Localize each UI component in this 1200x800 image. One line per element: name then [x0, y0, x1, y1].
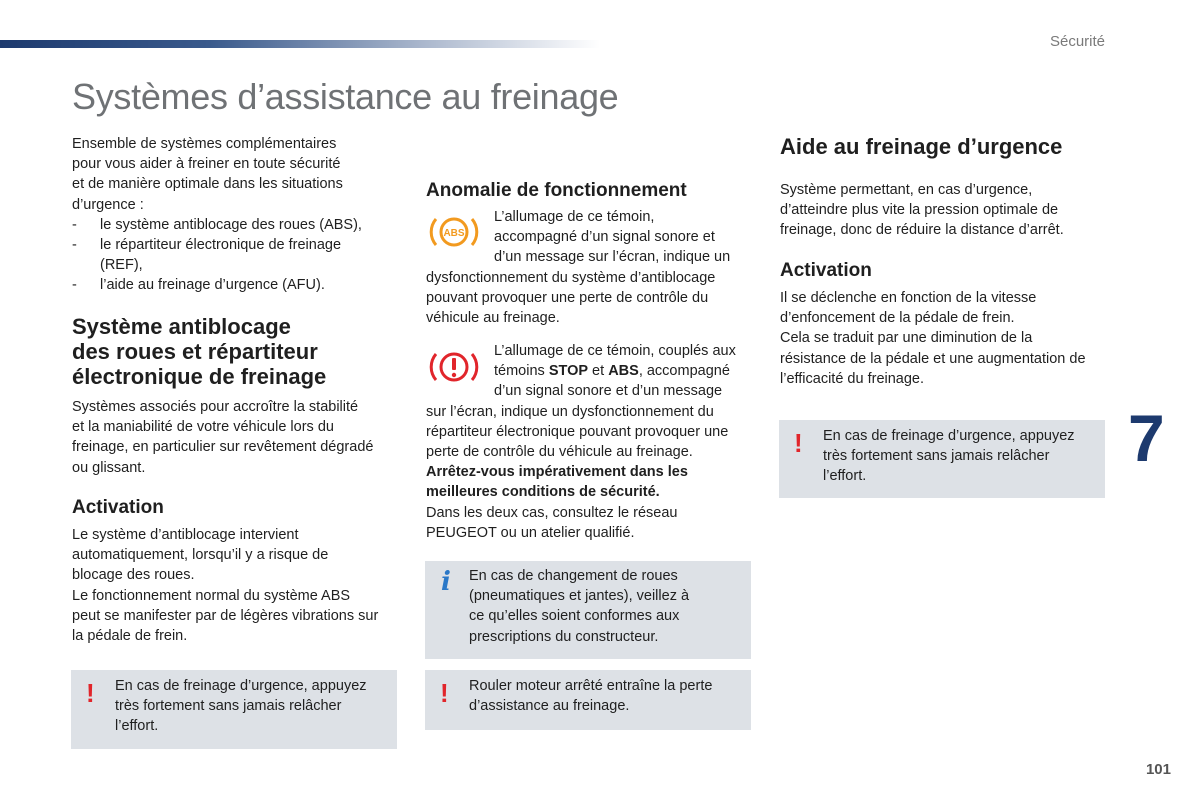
list-item: - l’aide au freinage d’urgence (AFU). — [72, 275, 402, 295]
warning-icon: ! — [440, 678, 449, 708]
abs-heading — [72, 314, 402, 389]
column-1-intro — [72, 134, 402, 296]
anomaly-heading-wrap — [426, 179, 756, 203]
text-line: Il se déclenche en fonction de la vitesse — [780, 290, 1037, 306]
abs-activation-text — [72, 525, 402, 646]
intro-line: et de manière optimale dans les situations — [72, 176, 343, 193]
text-line: L’allumage de ce témoin, — [494, 209, 655, 225]
intro-line: d’urgence : — [72, 196, 144, 213]
chapter-number: 7 — [1128, 401, 1165, 475]
bold-line: meilleures conditions de sécurité. — [426, 484, 660, 501]
note-line: très fortement sans jamais relâcher — [115, 698, 342, 715]
warning-icon: ! — [86, 678, 95, 708]
text-line: d’un message sur l’écran, indique un — [494, 249, 731, 266]
text-fragment: témoins — [494, 363, 549, 380]
text-line — [494, 361, 756, 381]
anomaly-heading: Anomalie de fonctionnement — [426, 180, 687, 201]
note-line: (pneumatiques et jantes), veillez à — [469, 588, 690, 605]
note-line: ce qu’elles soient conformes aux — [469, 608, 680, 625]
bold-line: Arrêtez-vous impérativement dans les — [426, 464, 688, 481]
heading-line: des roues et répartiteur — [72, 339, 318, 364]
abs-description — [72, 397, 402, 478]
text-line: perte de contrôle du véhicule au freinage. — [426, 444, 693, 461]
emergency-activation-title — [780, 259, 1110, 283]
activation-heading: Activation — [780, 260, 872, 281]
text-line: PEUGEOT ou un atelier qualifié. — [426, 524, 635, 541]
text-line: accompagné d’un signal sonore et — [494, 229, 715, 246]
abs-section — [72, 314, 402, 389]
info-note — [425, 561, 751, 659]
text-line: la pédale de frein. — [72, 628, 188, 645]
text-line: ou glissant. — [72, 459, 146, 476]
text-line: pouvant provoquer une perte de contrôle du — [426, 289, 709, 306]
abs-warning-light-icon — [426, 211, 482, 253]
text-line: d’atteindre plus vite la pression optimale de — [780, 202, 1059, 219]
text-line: Le fonctionnement normal du système ABS — [72, 587, 351, 604]
text-line: Le système d’antiblocage intervient — [72, 527, 299, 543]
note-line: Rouler moteur arrêté entraîne la perte — [469, 678, 713, 694]
header-gradient-bar — [0, 40, 600, 48]
emergency-heading-wrap — [780, 134, 1110, 159]
text-line: L’allumage de ce témoin, couplés aux — [494, 343, 736, 359]
emergency-activation-text — [780, 288, 1110, 389]
text-line: peut se manifester par de légères vibrations sur — [72, 607, 379, 624]
text-line: et la maniabilité de votre véhicule lors du — [72, 419, 334, 436]
note-line: En cas de freinage d’urgence, appuyez — [823, 428, 1075, 444]
info-icon: i — [441, 567, 451, 597]
heading-line: électronique de freinage — [72, 364, 327, 389]
list-item: - le répartiteur électronique de freinage (REF), — [72, 235, 402, 275]
note-line: d’assistance au freinage. — [469, 698, 630, 715]
note-line: l’effort. — [115, 718, 159, 735]
text-line: véhicule au freinage. — [426, 310, 560, 327]
brake-warning-block — [426, 341, 756, 543]
warning-icon: ! — [794, 428, 803, 458]
text-line: Cela se traduit par une diminution de la — [780, 330, 1033, 347]
text-line: freinage, en particulier sur revêtement dégradé — [72, 439, 374, 456]
text-line: dysfonctionnement du système d’antiblocage — [426, 269, 716, 286]
page-title: Systèmes d’assistance au freinage — [72, 76, 619, 117]
stop-label: STOP — [548, 363, 589, 380]
text-line: Dans les deux cas, consultez le réseau — [426, 504, 678, 521]
section-label: Sécurité — [1049, 33, 1105, 50]
emergency-heading: Aide au freinage d’urgence — [780, 134, 1063, 159]
warning-note-col1 — [71, 670, 397, 749]
text-line: résistance de la pédale et une augmentation de — [780, 350, 1086, 367]
text-line: sur l’écran, indique un dysfonctionnement du — [426, 403, 714, 420]
note-line: l’effort. — [823, 468, 867, 485]
text-line: Systèmes associés pour accroître la stabilité — [72, 399, 359, 415]
brake-warning-light-icon — [426, 346, 482, 388]
text-fragment: , accompagné — [638, 363, 730, 380]
intro-line: Ensemble de systèmes complémentaires — [72, 136, 337, 152]
text-line: l’efficacité du freinage. — [780, 370, 925, 387]
text-line: automatiquement, lorsqu’il y a risque de — [72, 547, 329, 564]
note-line: prescriptions du constructeur. — [469, 628, 659, 645]
abs-icon-label: ABS — [443, 228, 465, 239]
abs-activation-title — [72, 496, 402, 520]
text-line: répartiteur électronique pouvant provoquer une — [426, 423, 729, 440]
heading-line: Système antiblocage — [72, 314, 291, 339]
text-line: d’enfoncement de la pédale de frein. — [780, 310, 1015, 327]
text-line: d’un signal sonore et d’un message — [494, 383, 723, 400]
note-line: très fortement sans jamais relâcher — [823, 448, 1050, 465]
note-line: En cas de freinage d’urgence, appuyez — [115, 678, 367, 694]
text-line: blocage des roues. — [72, 567, 195, 584]
text-line: Système permettant, en cas d’urgence, — [780, 182, 1033, 198]
list-item: - le système antiblocage des roues (ABS), — [72, 215, 402, 235]
activation-heading: Activation — [72, 497, 164, 518]
intro-line: pour vous aider à freiner en toute sécurité — [72, 156, 341, 173]
note-line: En cas de changement de roues — [469, 568, 678, 584]
text-fragment: et — [588, 363, 609, 380]
systems-list — [72, 215, 402, 296]
text-line: freinage, donc de réduire la distance d’arrêt. — [780, 222, 1064, 239]
warning-note-col2 — [425, 670, 751, 730]
abs-label: ABS — [608, 363, 639, 380]
page-number: 101 — [1145, 761, 1171, 778]
abs-warning-block — [426, 207, 756, 328]
emergency-description — [780, 180, 1110, 241]
warning-note-col3 — [779, 420, 1105, 498]
